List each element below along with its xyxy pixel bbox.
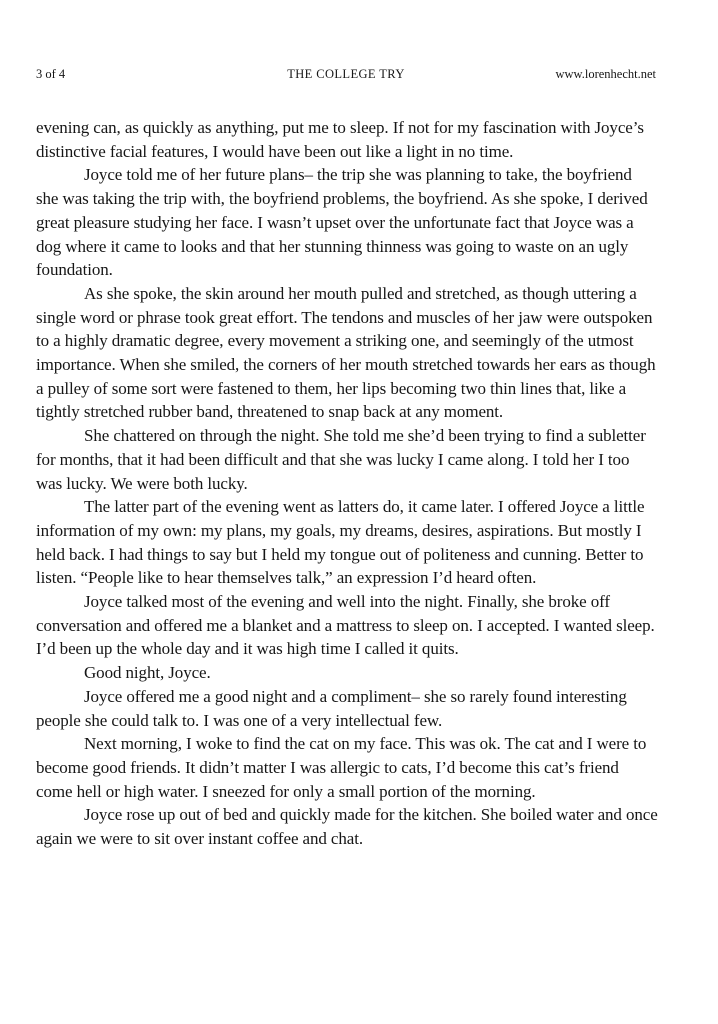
page-header [36, 66, 656, 82]
document-title: THE COLLEGE TRY [287, 67, 405, 81]
story-paragraph: She chattered on through the night. She told me she’d been trying to find a subletter for months, that it had been difficult and that she was lucky I came along. I told her I too was lucky. We were both lucky. [36, 426, 646, 493]
story-paragraph: Next morning, I woke to find the cat on my face. This was ok. The cat and I were to become good friends. It didn’t matter I was allergic to cats, I’d become this cat’s friend come hell or high water. I sneezed for only a small portion of the morning. [36, 734, 647, 801]
story-paragraph: Joyce offered me a good night and a compliment– she so rarely found interesting people she could talk to. I was one of a very intellectual few. [36, 686, 627, 730]
website-url: www.lorenhecht.net [555, 67, 656, 81]
story-body [36, 116, 658, 851]
story-paragraph: Joyce rose up out of bed and quickly made for the kitchen. She boiled water and once again we were to sit over instant coffee and chat. [36, 805, 658, 849]
story-paragraph: Joyce talked most of the evening and well into the night. Finally, she broke off conversation and offered me a blanket and a mattress to sleep on. I accepted. I wanted sleep. I’d been up the whole day and it was high time I called it quits. [36, 592, 655, 659]
story-paragraph: evening can, as quickly as anything, put me to sleep. If not for my fascination with Joyce’s distinctive facial features, I would have been out like a light in no time. [36, 118, 644, 161]
story-paragraph: As she spoke, the skin around her mouth pulled and stretched, as though uttering a single word or phrase took great effort. The tendons and muscles of her jaw were outspoken to a highly dramatic degree, every movement a striking one, and seemingly of the utmost importance. When she smiled, the corners of her mouth stretched towards her ears as though a pulley of some sort were fastened to them, her lips becoming two thin lines that, like a tightly stretched rubber band, threatened to snap back at any moment. [36, 283, 656, 422]
story-paragraph: Good night, Joyce. [84, 663, 211, 683]
story-paragraph: The latter part of the evening went as latters do, it came later. I offered Joyce a little information of my own: my plans, my goals, my dreams, desires, aspirations. But mostly I held back. I had things to say but I held my tongue out of politeness and cunning. Better to listen. “People like to hear themselves talk,” an expression I’d heard often. [36, 497, 645, 588]
page-number: 3 of 4 [36, 67, 66, 81]
story-paragraph: Joyce told me of her future plans– the trip she was planning to take, the boyfriend she was taking the trip with, the boyfriend problems, the boyfriend. As she spoke, I derived great pleasure studying her face. I wasn’t upset over the unfortunate fact that Joyce was a dog where it came to looks and that her stunning thinness was going to waste on an ugly foundation. [36, 165, 648, 280]
